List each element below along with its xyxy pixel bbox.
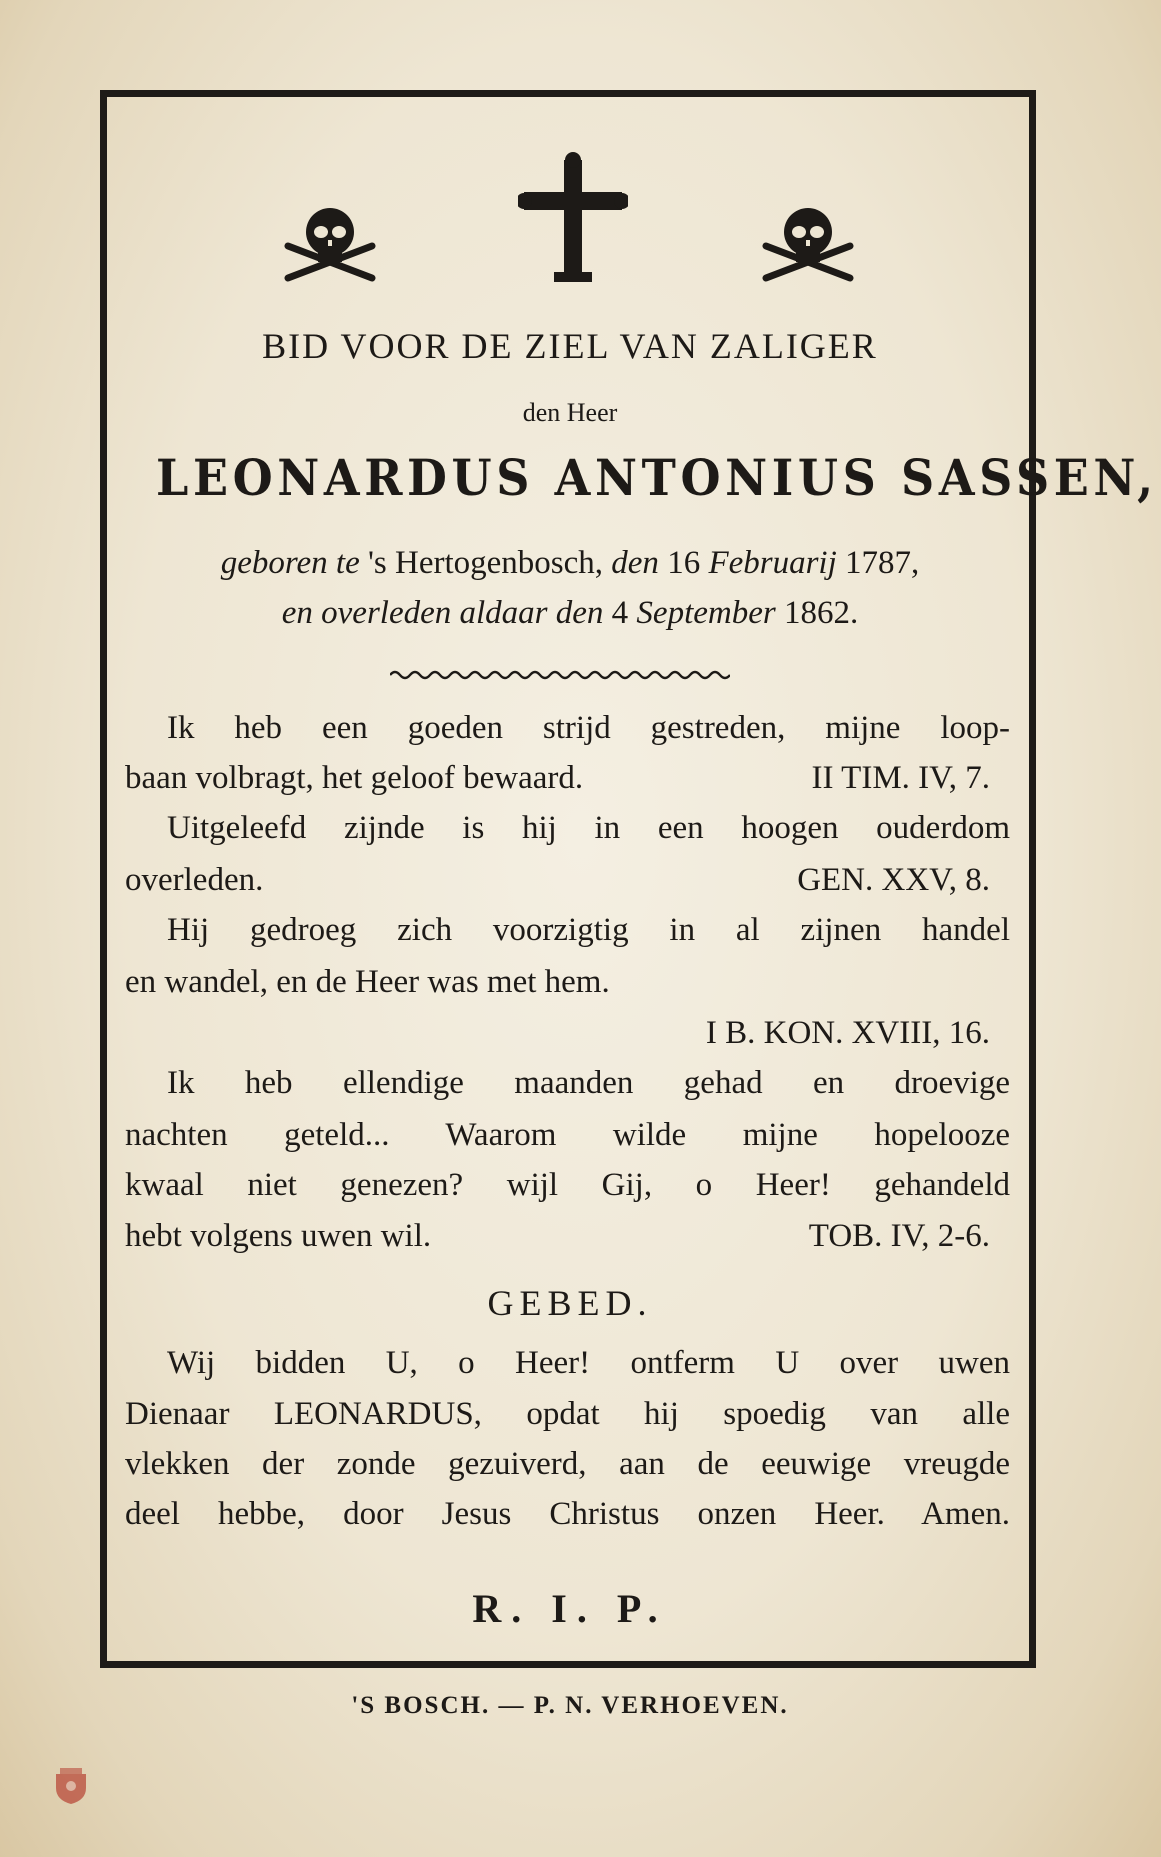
verse-line xyxy=(125,1218,1010,1255)
verse-line: kwaal niet genezen? wijl Gij, o Heer! gehandeld xyxy=(125,1167,1010,1203)
cross-icon xyxy=(518,152,628,287)
death-line xyxy=(120,595,1020,632)
verse-reference: II TIM. IV, 7. xyxy=(811,760,990,796)
verse-line xyxy=(125,760,1010,797)
ornament-row xyxy=(0,140,1161,300)
rip-inscription: R. I. P. xyxy=(472,1586,668,1631)
prayer-line: Wij bidden U, o Heer! ontferm U over uwen xyxy=(167,1345,1010,1381)
death-day: 4 xyxy=(611,595,629,631)
verse-reference: GEN. XXV, 8. xyxy=(797,862,990,898)
verse-line: Ik heb een goeden strijd gestreden, mijne loop- xyxy=(167,710,1010,746)
death-word: en overleden aldaar den xyxy=(281,595,604,631)
honorific: den Heer xyxy=(522,398,618,427)
death-year: 1862. xyxy=(783,595,859,631)
skull-crossbones-icon xyxy=(760,206,856,282)
prayer-heading: BID VOOR DE ZIEL VAN ZALIGER xyxy=(262,326,878,366)
printer-imprint: 'S BOSCH. — P. N. VERHOEVEN. xyxy=(351,1692,789,1719)
prayer-line: deel hebbe, door Jesus Christus onzen Heer. Amen. xyxy=(125,1496,1010,1532)
verse-reference: TOB. IV, 2-6. xyxy=(808,1218,990,1254)
verse-line: Hij gedroeg zich voorzigtig in al zijnen handel xyxy=(167,912,1010,948)
deceased-name: LEONARDUS ANTONIUS SASSEN, xyxy=(156,448,1158,507)
birth-place: 's Hertogenbosch, xyxy=(367,545,604,581)
birth-word: den xyxy=(611,545,659,581)
verse-line: Uitgeleefd zijnde is hij in een hoogen ouderdom xyxy=(167,810,1010,846)
verse-text: hebt volgens uwen wil. xyxy=(125,1218,432,1254)
prayer-line: Dienaar LEONARDUS, opdat hij spoedig van alle xyxy=(125,1396,1010,1432)
verse-line: Ik heb ellendige maanden gehad en droevige xyxy=(167,1065,1010,1101)
skull-crossbones-icon xyxy=(282,206,378,282)
birth-month: Februarij xyxy=(708,545,837,581)
verse-line xyxy=(125,862,1010,899)
death-month: September xyxy=(636,595,776,631)
prayer-line: vlekken der zonde gezuiverd, aan de eeuwige vreugde xyxy=(125,1446,1010,1482)
squiggle-divider xyxy=(390,668,730,682)
prayer-title: GEBED. xyxy=(487,1283,653,1323)
verse-line: nachten geteld... Waarom wilde mijne hopelooze xyxy=(125,1117,1010,1153)
birth-year: 1787, xyxy=(845,545,920,581)
verse-text: baan volbragt, het geloof bewaard. xyxy=(125,760,584,796)
coat-of-arms-stamp xyxy=(50,1766,92,1806)
birth-line xyxy=(120,545,1020,582)
birth-day: 16 xyxy=(667,545,701,581)
verse-line: en wandel, en de Heer was met hem. xyxy=(125,964,610,1000)
verse-text: overleden. xyxy=(125,862,264,898)
verse-reference: I B. KON. XVIII, 16. xyxy=(705,1015,990,1051)
birth-word: geboren te xyxy=(220,545,360,581)
